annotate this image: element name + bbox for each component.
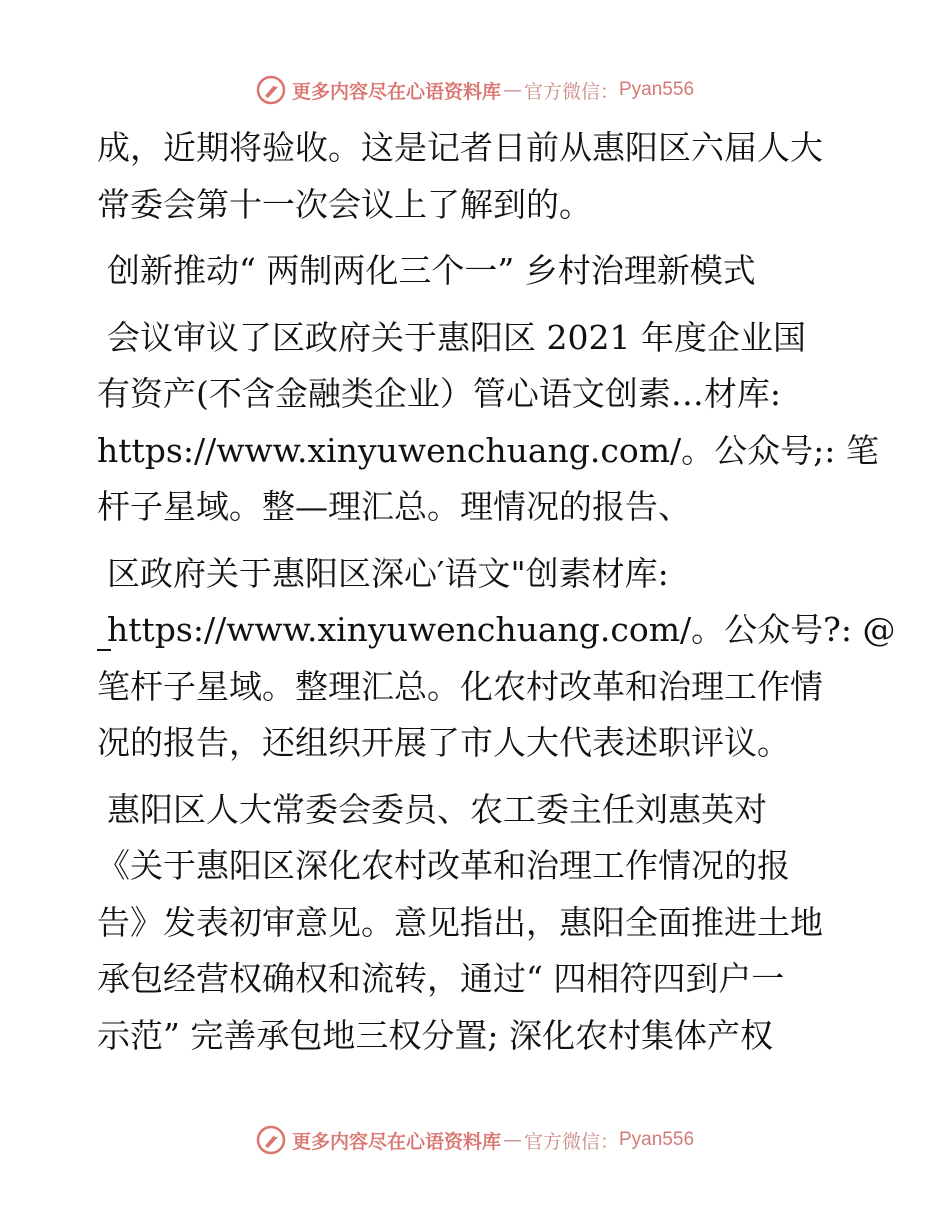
paragraph-4 bbox=[97, 546, 896, 772]
paragraph-5 bbox=[97, 782, 867, 1065]
text-line: 创新推动“ 两制两化三个一” 乡村治理新模式 bbox=[107, 251, 756, 290]
text-line: 成，近期将验收。这是记者日前从惠阳区六届人大 bbox=[97, 128, 823, 167]
text-line: 《关于惠阳区深化农村改革和治理工作情况的报 bbox=[97, 846, 790, 885]
paragraph-1 bbox=[97, 120, 867, 233]
text-line: 区政府关于惠阳区深心′语文"创素材库: bbox=[107, 553, 669, 593]
section-heading bbox=[97, 243, 867, 300]
text-line: 笔杆子星域。整理汇总。化农村改革和治理工作情 bbox=[97, 666, 823, 706]
text-line: 承包经营权确权和流转，通过“ 四相符四到户一 bbox=[97, 959, 785, 998]
text-line: 惠阳区人大常委会委员、农工委主任刘惠英对 bbox=[107, 789, 767, 829]
text-line: 会议审议了区政府关于惠阳区 2021 年度企业国 bbox=[107, 317, 806, 357]
watermark-id: Pyan556 bbox=[619, 79, 695, 100]
text-line: https://www.xinyuwenchuang.com/。公众号;: 笔 bbox=[97, 430, 879, 470]
text-line: 常委会第十一次会议上了解到的。 bbox=[97, 184, 592, 224]
stray-mark bbox=[97, 649, 111, 651]
watermark-dash: — bbox=[502, 1129, 522, 1151]
pen-nib-logo-icon bbox=[256, 1125, 286, 1155]
watermark-dash: — bbox=[502, 79, 522, 101]
text-line: 示范” 完善承包地三权分置; 深化农村集体产权 bbox=[97, 1015, 773, 1055]
text-line: 有资产(不含金融类企业）管心语文创素…材库: bbox=[97, 374, 781, 413]
watermark-main-text: 更多内容尽在心语资料库 bbox=[291, 80, 501, 103]
text-line: https://www.xinyuwenchuang.com/。公众号?: @ bbox=[107, 610, 896, 649]
watermark-id: Pyan556 bbox=[619, 1129, 695, 1150]
paragraph-3 bbox=[97, 310, 879, 536]
watermark-sub-text: 官方微信： bbox=[523, 1130, 619, 1153]
watermark-main-text: 更多内容尽在心语资料库 bbox=[291, 1130, 501, 1153]
text-line: 况的报告，还组织开展了市人大代表述职评议。 bbox=[97, 723, 790, 762]
pen-nib-logo-icon bbox=[256, 75, 286, 105]
text-line: 杆子星域。整—理汇总。理情况的报告、 bbox=[97, 487, 691, 526]
header-watermark bbox=[0, 70, 950, 110]
footer-watermark bbox=[0, 1120, 950, 1160]
text-line: 告》发表初审意见。意见指出，惠阳全面推进土地 bbox=[97, 902, 823, 942]
document-body bbox=[97, 120, 896, 1074]
watermark-sub-text: 官方微信： bbox=[523, 80, 619, 103]
